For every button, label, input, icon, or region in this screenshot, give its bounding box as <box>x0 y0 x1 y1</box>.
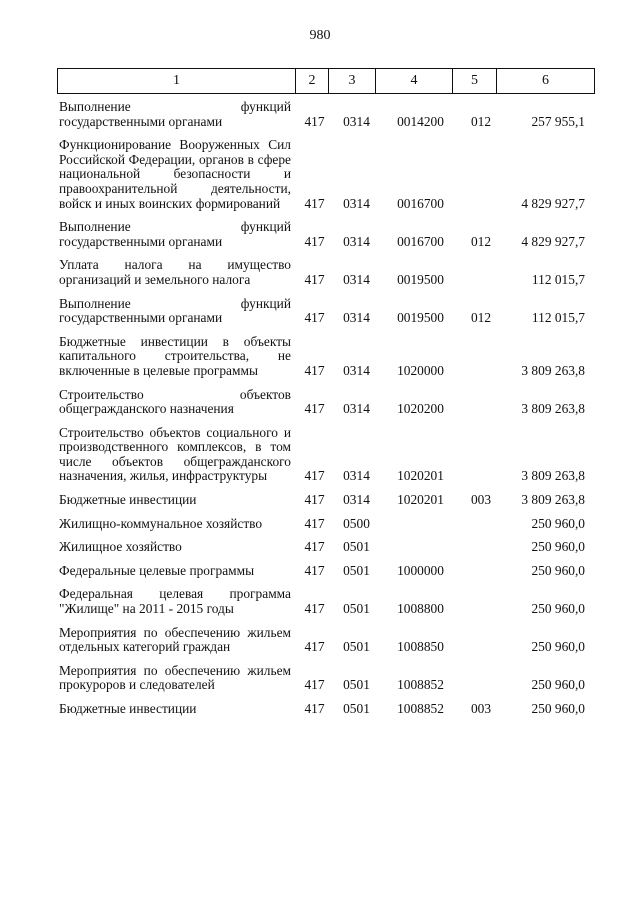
table-row <box>57 258 595 287</box>
row-col-4: 1020200 <box>397 401 444 417</box>
table-row <box>57 587 595 616</box>
table-row <box>57 220 595 249</box>
row-col-3: 0500 <box>343 515 370 531</box>
table-body <box>57 100 595 717</box>
row-col-3: 0314 <box>343 271 370 287</box>
header-col-4: 4 <box>376 69 453 93</box>
row-col-3: 0314 <box>343 310 370 326</box>
row-col-5: 012 <box>470 233 492 249</box>
row-col-4: 1000000 <box>397 562 444 578</box>
table-row <box>57 540 595 555</box>
row-col-2: 417 <box>304 492 325 508</box>
row-col-2: 417 <box>304 468 325 484</box>
row-col-6: 3 809 263,8 <box>521 362 585 378</box>
row-col-2: 417 <box>304 233 325 249</box>
budget-table <box>57 68 595 726</box>
row-col-2: 417 <box>304 562 325 578</box>
row-name: Мероприятия по обеспечению жильем отдельных категорий граждан <box>59 624 291 655</box>
row-col-6: 250 960,0 <box>531 639 585 655</box>
row-col-3: 0501 <box>343 601 370 617</box>
row-col-4: 1020201 <box>397 492 444 508</box>
row-col-3: 0314 <box>343 492 370 508</box>
row-col-3: 0501 <box>343 562 370 578</box>
row-col-6: 257 955,1 <box>531 113 585 129</box>
row-col-6: 112 015,7 <box>531 310 585 326</box>
row-col-6: 250 960,0 <box>531 515 585 531</box>
row-col-4: 1020000 <box>397 362 444 378</box>
row-col-2: 417 <box>304 310 325 326</box>
row-name: Федеральная целевая программа "Жилище" на 2011 - 2015 годы <box>59 586 291 617</box>
row-name: Строительство объектов социального и производственного комплексов, в том числе объектов общегражданского назначения, жилья, инфраструктуры <box>59 424 291 484</box>
page-number: 980 <box>309 28 331 43</box>
row-col-2: 417 <box>304 539 325 555</box>
row-col-4: 1008850 <box>397 639 444 655</box>
row-col-6: 3 809 263,8 <box>521 401 585 417</box>
row-col-4: 0019500 <box>397 310 444 326</box>
row-col-6: 250 960,0 <box>531 677 585 693</box>
table-row <box>57 426 595 484</box>
table-header-row <box>57 68 595 94</box>
row-col-4: 1020201 <box>397 468 444 484</box>
row-name: Федеральные целевые программы <box>59 562 255 578</box>
table-row <box>57 664 595 693</box>
header-col-2: 2 <box>296 69 329 93</box>
row-col-3: 0314 <box>343 362 370 378</box>
row-col-3: 0314 <box>343 233 370 249</box>
row-col-6: 250 960,0 <box>531 539 585 555</box>
table-row <box>57 297 595 326</box>
row-col-4: 0019500 <box>397 271 444 287</box>
table-row <box>57 564 595 579</box>
row-name: Строительство объектов общегражданского назначения <box>59 386 291 417</box>
row-col-6: 4 829 927,7 <box>521 233 585 249</box>
row-col-2: 417 <box>304 601 325 617</box>
row-name: Выполнение функций государственными органами <box>59 219 291 249</box>
header-col-1: 1 <box>58 69 296 93</box>
row-col-4: 1008852 <box>397 677 444 693</box>
header-col-6: 6 <box>542 73 549 88</box>
row-col-2: 417 <box>304 639 325 655</box>
row-col-6: 250 960,0 <box>531 701 585 716</box>
row-name: Мероприятия по обеспечению жильем прокуроров и следователей <box>59 662 291 693</box>
table-row <box>57 702 595 717</box>
table-row <box>57 138 595 211</box>
row-col-6: 3 809 263,8 <box>521 468 585 484</box>
row-name: Жилищное хозяйство <box>59 539 182 555</box>
row-col-3: 0314 <box>343 401 370 417</box>
table-row <box>57 335 595 379</box>
row-col-6: 250 960,0 <box>531 562 585 578</box>
row-col-3: 0314 <box>343 468 370 484</box>
row-col-6: 4 829 927,7 <box>521 195 585 211</box>
row-name: Выполнение функций государственными органами <box>59 295 291 326</box>
table-row <box>57 517 595 532</box>
row-col-6: 112 015,7 <box>531 271 585 287</box>
row-col-3: 0501 <box>343 701 370 716</box>
row-col-2: 417 <box>304 701 325 716</box>
row-col-2: 417 <box>304 113 325 129</box>
row-name: Бюджетные инвестиции <box>59 701 197 716</box>
table-row <box>57 626 595 655</box>
row-col-5: 003 <box>470 492 492 508</box>
row-col-2: 417 <box>304 195 325 211</box>
row-col-3: 0501 <box>343 639 370 655</box>
row-name: Выполнение функций государственными органами <box>59 99 291 129</box>
header-col-5: 5 <box>453 69 497 93</box>
row-col-3: 0314 <box>343 195 370 211</box>
row-col-2: 417 <box>304 677 325 693</box>
table-row <box>57 100 595 129</box>
row-col-3: 0314 <box>343 113 370 129</box>
row-col-2: 417 <box>304 401 325 417</box>
row-col-4: 1008852 <box>397 701 444 716</box>
row-name: Жилищно-коммунальное хозяйство <box>59 515 263 531</box>
row-col-5: 012 <box>470 310 492 326</box>
row-col-6: 3 809 263,8 <box>521 492 585 508</box>
row-name: Функционирование Вооруженных Сил Российской Федерации, органов в сфере национальной безопасности и правоохранительной деятельности, войск и иных воинских формирований <box>59 137 291 211</box>
row-name: Бюджетные инвестиции в объекты капитального строительства, не включенные в целевые программы <box>59 333 291 378</box>
row-col-2: 417 <box>304 271 325 287</box>
row-col-4: 0014200 <box>397 113 444 129</box>
row-name: Уплата налога на имущество организаций и земельного налога <box>59 257 291 287</box>
row-col-2: 417 <box>304 515 325 531</box>
row-name: Бюджетные инвестиции <box>59 492 197 508</box>
header-col-3: 3 <box>329 69 376 93</box>
row-col-2: 417 <box>304 362 325 378</box>
row-col-3: 0501 <box>343 539 370 555</box>
row-col-4: 0016700 <box>397 233 444 249</box>
row-col-6: 250 960,0 <box>531 601 585 617</box>
row-col-3: 0501 <box>343 677 370 693</box>
row-col-4: 1008800 <box>397 601 444 617</box>
table-row <box>57 388 595 417</box>
row-col-4: 0016700 <box>397 195 444 211</box>
table-row <box>57 493 595 508</box>
row-col-5: 012 <box>470 113 492 129</box>
row-col-5: 003 <box>470 701 492 716</box>
